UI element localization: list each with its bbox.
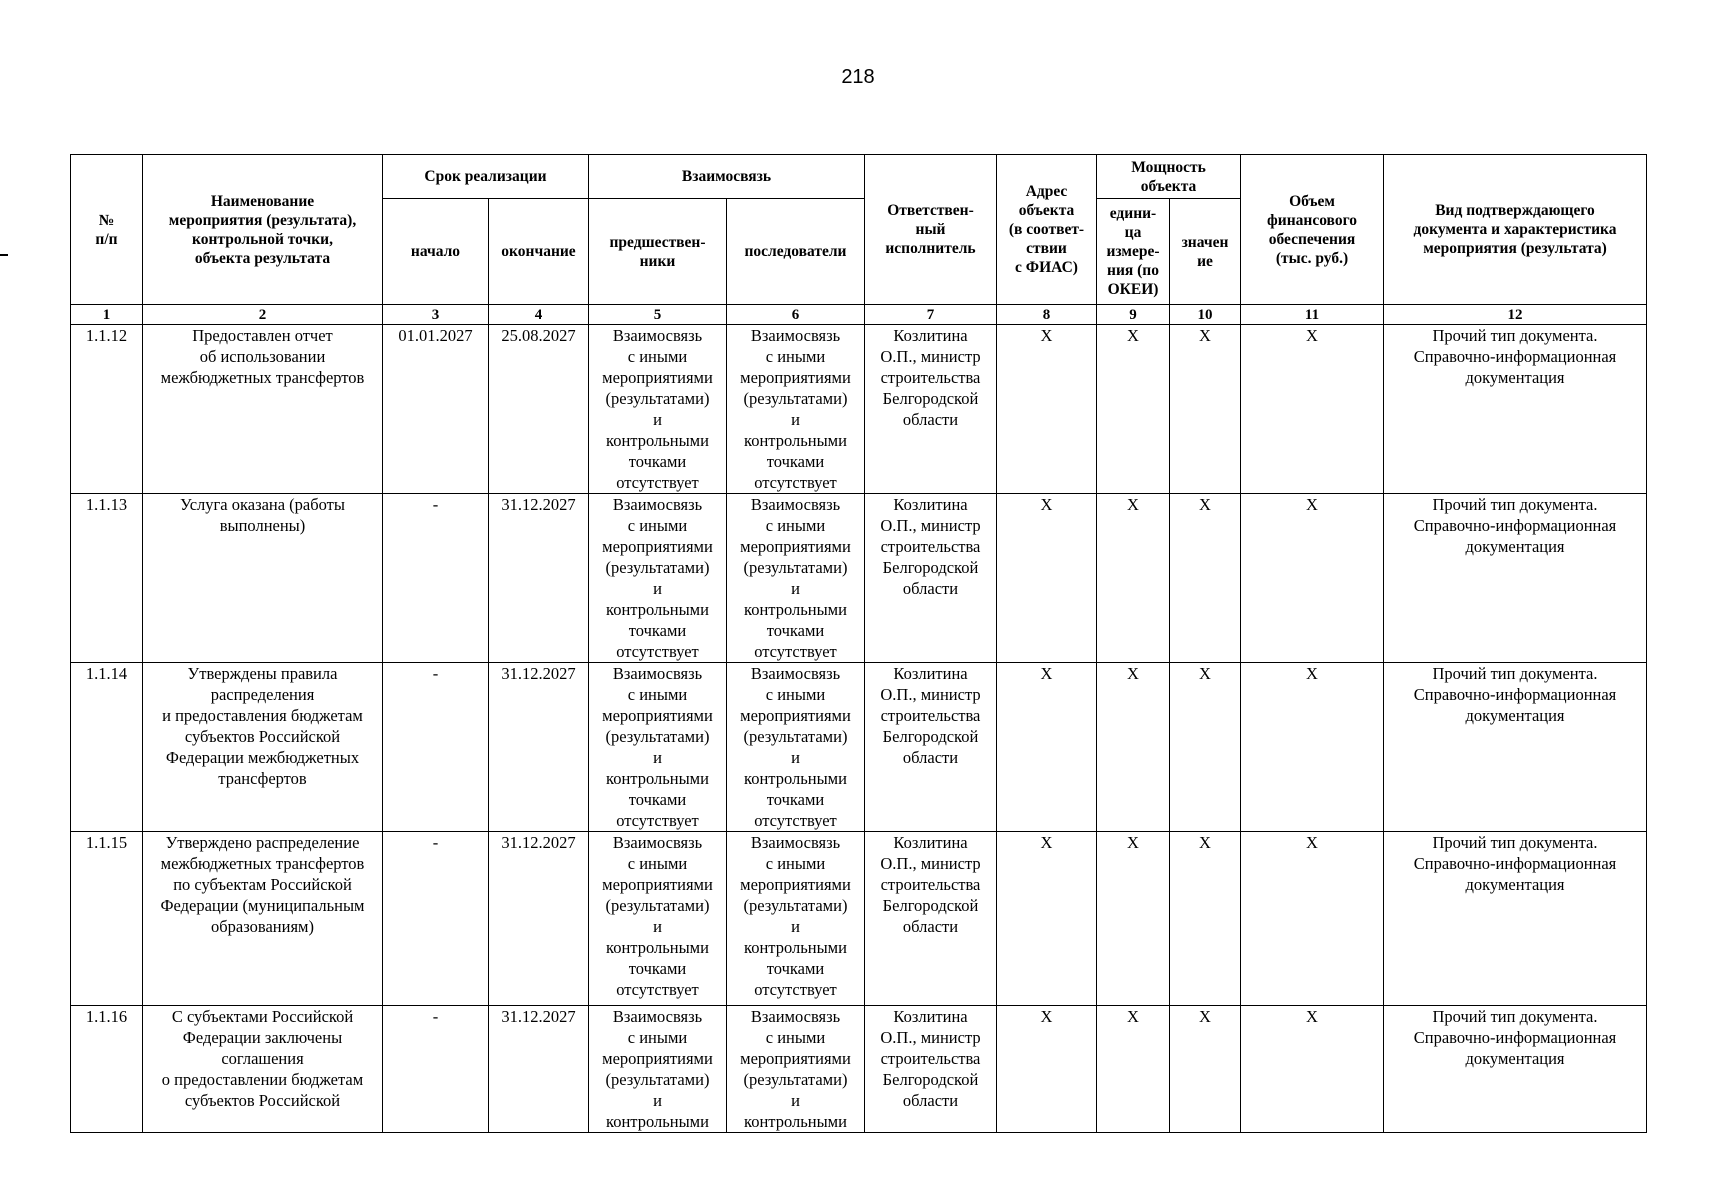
row-responsible: Козлитина О.П., министр строительства Белгородской области [865, 832, 997, 1006]
column-number: 12 [1384, 305, 1647, 325]
row-successors: Взаимосвязь с иными мероприятиями (результатами) и контрольными точками отсутствует [727, 325, 865, 494]
header-end: окончание [489, 199, 589, 305]
page-number: 218 [841, 66, 875, 88]
row-start: - [383, 663, 489, 832]
row-predecessors: Взаимосвязь с иными мероприятиями (результатами) и контрольными точками отсутствует [589, 325, 727, 494]
row-number: 1.1.14 [71, 663, 143, 832]
row-end: 31.12.2027 [489, 494, 589, 663]
row-name: Услуга оказана (работы выполнены) [143, 494, 383, 663]
row-address: X [997, 325, 1097, 494]
row-value: X [1170, 832, 1241, 1006]
row-end: 31.12.2027 [489, 663, 589, 832]
column-number: 9 [1097, 305, 1170, 325]
row-number: 1.1.16 [71, 1006, 143, 1133]
row-responsible: Козлитина О.П., министр строительства Белгородской области [865, 325, 997, 494]
row-name: Предоставлен отчет об использовании межбюджетных трансфертов [143, 325, 383, 494]
row-successors: Взаимосвязь с иными мероприятиями (результатами) и контрольными точками отсутствует [727, 494, 865, 663]
row-finance: X [1241, 1006, 1384, 1133]
row-value: X [1170, 663, 1241, 832]
row-address: X [997, 494, 1097, 663]
column-number: 4 [489, 305, 589, 325]
column-number: 2 [143, 305, 383, 325]
row-unit: X [1097, 325, 1170, 494]
header-predecessors: предшествен- ники [589, 199, 727, 305]
column-number: 5 [589, 305, 727, 325]
header-group-link: Взаимосвязь [589, 155, 865, 199]
table-body [71, 325, 1647, 1133]
row-unit: X [1097, 832, 1170, 1006]
header-finance: Объем финансового обеспечения (тыс. руб.) [1241, 155, 1384, 305]
row-value: X [1170, 325, 1241, 494]
row-document: Прочий тип документа. Справочно-информационная документация [1384, 494, 1647, 663]
row-finance: X [1241, 494, 1384, 663]
header-responsible: Ответствен- ный исполнитель [865, 155, 997, 305]
row-responsible: Козлитина О.П., министр строительства Белгородской области [865, 663, 997, 832]
table-row [71, 1006, 1647, 1133]
column-number: 1 [71, 305, 143, 325]
header-value: значен ие [1170, 199, 1241, 305]
column-number: 10 [1170, 305, 1241, 325]
margin-mark [0, 254, 8, 256]
table-row [71, 494, 1647, 663]
row-document: Прочий тип документа. Справочно-информационная документация [1384, 325, 1647, 494]
header-name: Наименование мероприятия (результата), контрольной точки, объекта результата [143, 155, 383, 305]
header-start: начало [383, 199, 489, 305]
row-start: 01.01.2027 [383, 325, 489, 494]
row-responsible: Козлитина О.П., министр строительства Белгородской области [865, 494, 997, 663]
row-predecessors: Взаимосвязь с иными мероприятиями (результатами) и контрольными точками отсутствует [589, 494, 727, 663]
row-predecessors: Взаимосвязь с иными мероприятиями (результатами) и контрольными [589, 1006, 727, 1133]
row-unit: X [1097, 494, 1170, 663]
table-row [71, 325, 1647, 494]
column-number-row [71, 305, 1647, 325]
row-value: X [1170, 494, 1241, 663]
row-address: X [997, 832, 1097, 1006]
row-document: Прочий тип документа. Справочно-информационная документация [1384, 1006, 1647, 1133]
column-number: 6 [727, 305, 865, 325]
row-successors: Взаимосвязь с иными мероприятиями (результатами) и контрольными точками отсутствует [727, 663, 865, 832]
table-row [71, 663, 1647, 832]
row-finance: X [1241, 663, 1384, 832]
row-document: Прочий тип документа. Справочно-информационная документация [1384, 663, 1647, 832]
row-start: - [383, 1006, 489, 1133]
header-successors: последователи [727, 199, 865, 305]
row-name: Утверждены правила распределения и предоставления бюджетам субъектов Российской Федерации межбюджетных трансфертов [143, 663, 383, 832]
header-unit: едини- ца измере- ния (по ОКЕИ) [1097, 199, 1170, 305]
column-number: 8 [997, 305, 1097, 325]
header-address: Адрес объекта (в соответ- ствии с ФИАС) [997, 155, 1097, 305]
header-group-power: Мощность объекта [1097, 155, 1241, 199]
row-start: - [383, 832, 489, 1006]
row-document: Прочий тип документа. Справочно-информационная документация [1384, 832, 1647, 1006]
row-number: 1.1.12 [71, 325, 143, 494]
row-successors: Взаимосвязь с иными мероприятиями (результатами) и контрольными [727, 1006, 865, 1133]
header-document: Вид подтверждающего документа и характеристика мероприятия (результата) [1384, 155, 1647, 305]
activities-table [70, 154, 1647, 1133]
table-header [71, 155, 1647, 325]
row-number: 1.1.13 [71, 494, 143, 663]
row-predecessors: Взаимосвязь с иными мероприятиями (результатами) и контрольными точками отсутствует [589, 663, 727, 832]
header-group-term: Срок реализации [383, 155, 589, 199]
row-end: 31.12.2027 [489, 832, 589, 1006]
row-unit: X [1097, 663, 1170, 832]
row-name: С субъектами Российской Федерации заключены соглашения о предоставлении бюджетам субъектов Российской [143, 1006, 383, 1133]
row-number: 1.1.15 [71, 832, 143, 1006]
row-start: - [383, 494, 489, 663]
row-finance: X [1241, 832, 1384, 1006]
row-finance: X [1241, 325, 1384, 494]
column-number: 11 [1241, 305, 1384, 325]
column-number: 7 [865, 305, 997, 325]
row-end: 25.08.2027 [489, 325, 589, 494]
row-unit: X [1097, 1006, 1170, 1133]
row-value: X [1170, 1006, 1241, 1133]
row-address: X [997, 663, 1097, 832]
row-address: X [997, 1006, 1097, 1133]
header-num: № п/п [71, 155, 143, 305]
table-row [71, 832, 1647, 1006]
row-predecessors: Взаимосвязь с иными мероприятиями (результатами) и контрольными точками отсутствует [589, 832, 727, 1006]
row-responsible: Козлитина О.П., министр строительства Белгородской области [865, 1006, 997, 1133]
row-end: 31.12.2027 [489, 1006, 589, 1133]
column-number: 3 [383, 305, 489, 325]
row-successors: Взаимосвязь с иными мероприятиями (результатами) и контрольными точками отсутствует [727, 832, 865, 1006]
row-name: Утверждено распределение межбюджетных трансфертов по субъектам Российской Федерации (муниципальным образованиям) [143, 832, 383, 1006]
